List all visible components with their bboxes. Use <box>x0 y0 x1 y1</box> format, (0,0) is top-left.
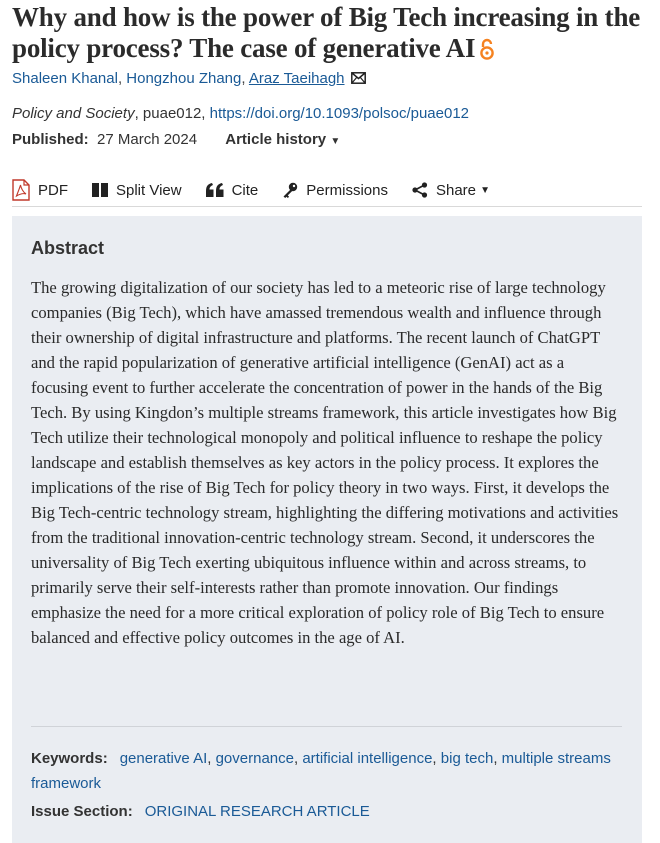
divider <box>31 726 622 727</box>
caret-down-icon: ▼ <box>330 136 341 147</box>
cite-button[interactable] <box>206 178 259 202</box>
open-access-lock-icon <box>479 36 495 67</box>
keyword-link[interactable]: big tech <box>440 750 494 767</box>
doi-link[interactable]: https://doi.org/10.1093/polsoc/puae012 <box>209 105 470 122</box>
article-toolbar <box>12 174 642 207</box>
issue-section-link[interactable]: ORIGINAL RESEARCH ARTICLE <box>144 803 370 820</box>
author-list: Shaleen Khanal, Hongzhou Zhang, Araz Taeihagh <box>12 70 366 89</box>
quote-icon <box>206 183 224 197</box>
published-date: 27 March 2024 <box>97 131 198 148</box>
citation-line <box>12 105 469 123</box>
article-history-dropdown[interactable]: Article history ▼ <box>225 131 341 148</box>
author-link-taeihagh[interactable]: Araz Taeihagh <box>248 70 345 87</box>
abstract-section <box>12 216 642 843</box>
keyword-link[interactable]: multiple streams framework <box>31 750 611 792</box>
journal-name: Policy and Society <box>12 105 135 122</box>
keywords-list: Keywords: generative AI, governance, artificial intelligence, big tech, multiple streams framework <box>31 750 611 792</box>
caret-down-icon: ▼ <box>480 184 491 196</box>
issue-section-label: Issue Section: <box>31 803 133 820</box>
abstract-text: The growing digitalization of our society has led to a meteoric rise of large technology companies (Big Tech), which have amassed tremendous wealth and influence through their ownership of digital infrastructure and platforms. The recent launch of ChatGPT and the rapid popularization of generative artificial intelligence (GenAI) act as a focusing event to further accelerate the concentration of power in the hands of the Big Tech. By using Kingdon’s multiple streams framework, this article investigates how Big Tech utilize their technological monopoly and political influence to reshape the policy landscape and establish themselves as key actors in the policy process. It explores the implications of the rise of Big Tech for policy theory in two ways. First, it develops the Big Tech-centric technology stream, highlighting the differing motivations and activities from the traditional innovation-centric technology stream. Second, it underscores the universality of Big Tech exerting ubiquitous influence within and across streams, to primarily serve their self-interests rather than promote innovation. Our findings emphasize the need for a more critical exploration of policy role of Big Tech to ensure balanced and effective policy outcomes in the age of AI. <box>31 278 619 647</box>
pdf-icon <box>12 179 30 201</box>
author-link-zhang[interactable]: Hongzhou Zhang <box>126 70 242 87</box>
split-view-button[interactable] <box>92 178 182 202</box>
envelope-icon[interactable] <box>351 71 366 89</box>
published-label: Published: <box>12 131 89 148</box>
keyword-link[interactable]: artificial intelligence <box>302 750 433 767</box>
author-link-khanal[interactable]: Shaleen Khanal <box>12 70 118 87</box>
published-line <box>12 131 340 151</box>
issue-section <box>31 802 370 822</box>
pdf-label: PDF <box>38 181 68 199</box>
permissions-label: Permissions <box>306 181 388 199</box>
abstract-heading: Abstract <box>31 238 105 258</box>
pdf-button[interactable] <box>12 178 68 202</box>
share-label: Share <box>435 181 476 199</box>
keyword-link[interactable]: governance <box>215 750 294 767</box>
keyword-link[interactable]: generative AI <box>119 750 208 767</box>
permissions-button[interactable] <box>282 178 388 202</box>
share-button[interactable] <box>412 178 490 202</box>
cite-label: Cite <box>231 181 259 199</box>
keywords-label: Keywords: <box>31 750 108 767</box>
split-view-icon <box>92 183 108 197</box>
share-icon <box>412 182 428 198</box>
key-icon <box>282 182 298 198</box>
split-view-label: Split View <box>116 181 182 199</box>
article-title: Why and how is the power of Big Tech increasing in the policy process? The case of generative AI <box>12 2 652 67</box>
article-id: , puae012, <box>134 105 210 122</box>
